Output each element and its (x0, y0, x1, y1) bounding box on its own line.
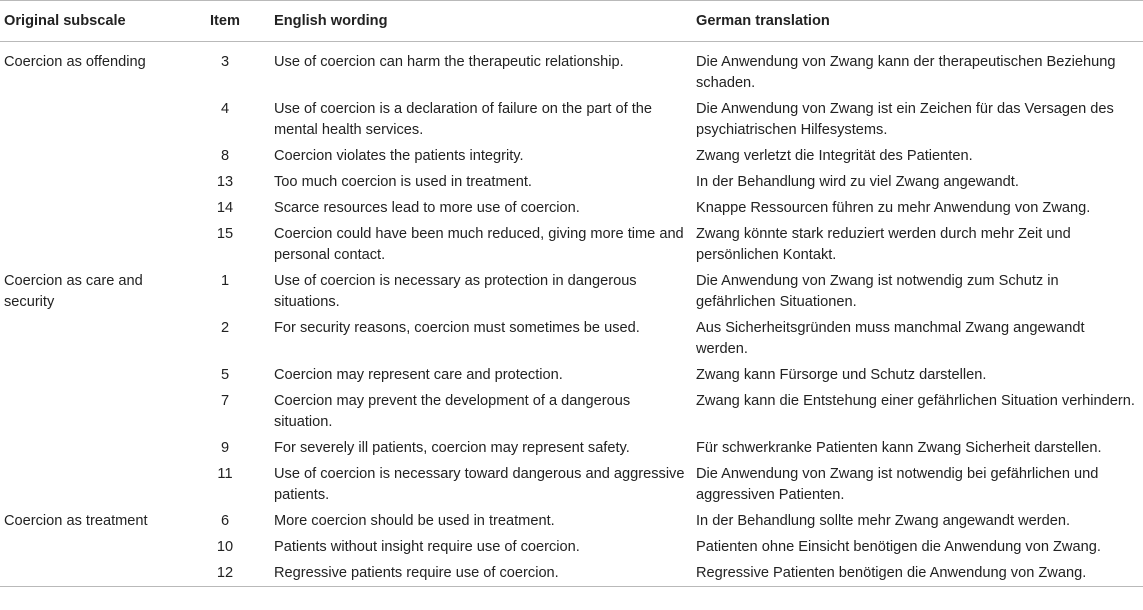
item-cell: 2 (220, 320, 230, 336)
german-cell: Zwang könnte stark reduziert werden durch mehr Zeit und persönlichen Kontakt. (696, 226, 1071, 263)
german-cell: Die Anwendung von Zwang kann der therapeutischen Beziehung schaden. (696, 54, 1116, 91)
english-cell: More coercion should be used in treatment. (274, 513, 555, 529)
table-row (0, 560, 1143, 587)
subscale-cell: Coercion as care and security (4, 273, 143, 310)
item-cell: 7 (220, 393, 230, 409)
english-cell: For security reasons, coercion must sometimes be used. (274, 320, 640, 336)
english-cell: Too much coercion is used in treatment. (274, 174, 532, 190)
subscale-cell (0, 195, 180, 221)
subscale-cell: Coercion as treatment (4, 513, 148, 529)
english-cell: Use of coercion is a declaration of failure on the part of the mental health services. (274, 101, 653, 138)
english-cell: Coercion may prevent the development of a dangerous situation. (274, 393, 631, 430)
subscale-cell (0, 362, 180, 388)
item-cell: 10 (216, 539, 234, 555)
item-cell: 4 (220, 101, 230, 117)
item-cell: 6 (220, 513, 230, 529)
header-row (0, 1, 1143, 42)
table-body (0, 42, 1143, 587)
table-row (0, 362, 1143, 388)
german-cell: Regressive Patienten benötigen die Anwendung von Zwang. (692, 560, 1143, 587)
english-cell: Use of coercion is necessary toward dangerous and aggressive patients. (274, 466, 685, 503)
table-row (0, 96, 1143, 143)
subscale-cell (0, 435, 180, 461)
table-row (0, 461, 1143, 508)
german-cell: Zwang verletzt die Integrität des Patienten. (696, 148, 973, 164)
header-english-wording: English wording (270, 1, 692, 42)
subscale-cell (0, 534, 180, 560)
table-row (0, 143, 1143, 169)
subscale-cell (0, 560, 180, 587)
subscale-cell (0, 388, 180, 435)
english-cell: For severely ill patients, coercion may represent safety. (274, 440, 630, 456)
german-cell: Knappe Ressourcen führen zu mehr Anwendung von Zwang. (696, 200, 1091, 216)
item-cell: 8 (220, 148, 230, 164)
table-row (0, 315, 1143, 362)
subscale-cell (0, 221, 180, 268)
english-cell: Coercion may represent care and protection. (274, 367, 563, 383)
header-german-translation: German translation (692, 1, 1143, 42)
subscale-cell (0, 96, 180, 143)
english-cell: Scarce resources lead to more use of coercion. (274, 200, 580, 216)
table-row (0, 268, 1143, 315)
table-row (0, 221, 1143, 268)
item-cell: 12 (180, 560, 270, 587)
german-cell: Die Anwendung von Zwang ist ein Zeichen für das Versagen des psychiatrischen Hilfesystems. (696, 101, 1114, 138)
item-cell: 11 (217, 466, 233, 482)
english-cell: Use of coercion is necessary as protection in dangerous situations. (274, 273, 637, 310)
german-cell: Zwang kann die Entstehung einer gefährlichen Situation verhindern. (696, 393, 1135, 409)
subscale-cell (0, 461, 180, 508)
table-header (0, 1, 1143, 42)
subscale-cell: Coercion as offending (4, 54, 146, 70)
german-cell: Für schwerkranke Patienten kann Zwang Sicherheit darstellen. (696, 440, 1102, 456)
table-row (0, 42, 1143, 97)
table-row (0, 508, 1143, 534)
subscale-cell (0, 143, 180, 169)
table-row (0, 435, 1143, 461)
table-row (0, 195, 1143, 221)
header-original-subscale: Original subscale (0, 1, 180, 42)
item-cell: 5 (220, 367, 230, 383)
english-cell: Regressive patients require use of coercion. (270, 560, 692, 587)
item-cell: 9 (220, 440, 230, 456)
german-cell: Aus Sicherheitsgründen muss manchmal Zwang angewandt werden. (696, 320, 1085, 357)
german-cell: Die Anwendung von Zwang ist notwendig bei gefährlichen und aggressiven Patienten. (696, 466, 1099, 503)
table-row (0, 534, 1143, 560)
table-row (0, 169, 1143, 195)
german-cell: In der Behandlung sollte mehr Zwang angewandt werden. (696, 513, 1071, 529)
german-cell: Patienten ohne Einsicht benötigen die Anwendung von Zwang. (696, 539, 1101, 555)
english-cell: Use of coercion can harm the therapeutic relationship. (274, 54, 624, 70)
german-cell: In der Behandlung wird zu viel Zwang angewandt. (696, 174, 1019, 190)
german-cell: Die Anwendung von Zwang ist notwendig zum Schutz in gefährlichen Situationen. (696, 273, 1059, 310)
item-cell: 13 (216, 174, 234, 190)
subscale-cell (0, 169, 180, 195)
subscale-cell (0, 315, 180, 362)
item-cell: 1 (220, 273, 230, 289)
item-cell: 14 (216, 200, 234, 216)
english-cell: Coercion violates the patients integrity. (274, 148, 524, 164)
english-cell: Coercion could have been much reduced, giving more time and personal contact. (274, 226, 684, 263)
header-item: Item (180, 1, 270, 42)
item-cell: 15 (216, 226, 234, 242)
table-row (0, 388, 1143, 435)
german-cell: Zwang kann Fürsorge und Schutz darstellen. (696, 367, 987, 383)
item-cell: 3 (220, 54, 230, 70)
english-cell: Patients without insight require use of coercion. (274, 539, 580, 555)
